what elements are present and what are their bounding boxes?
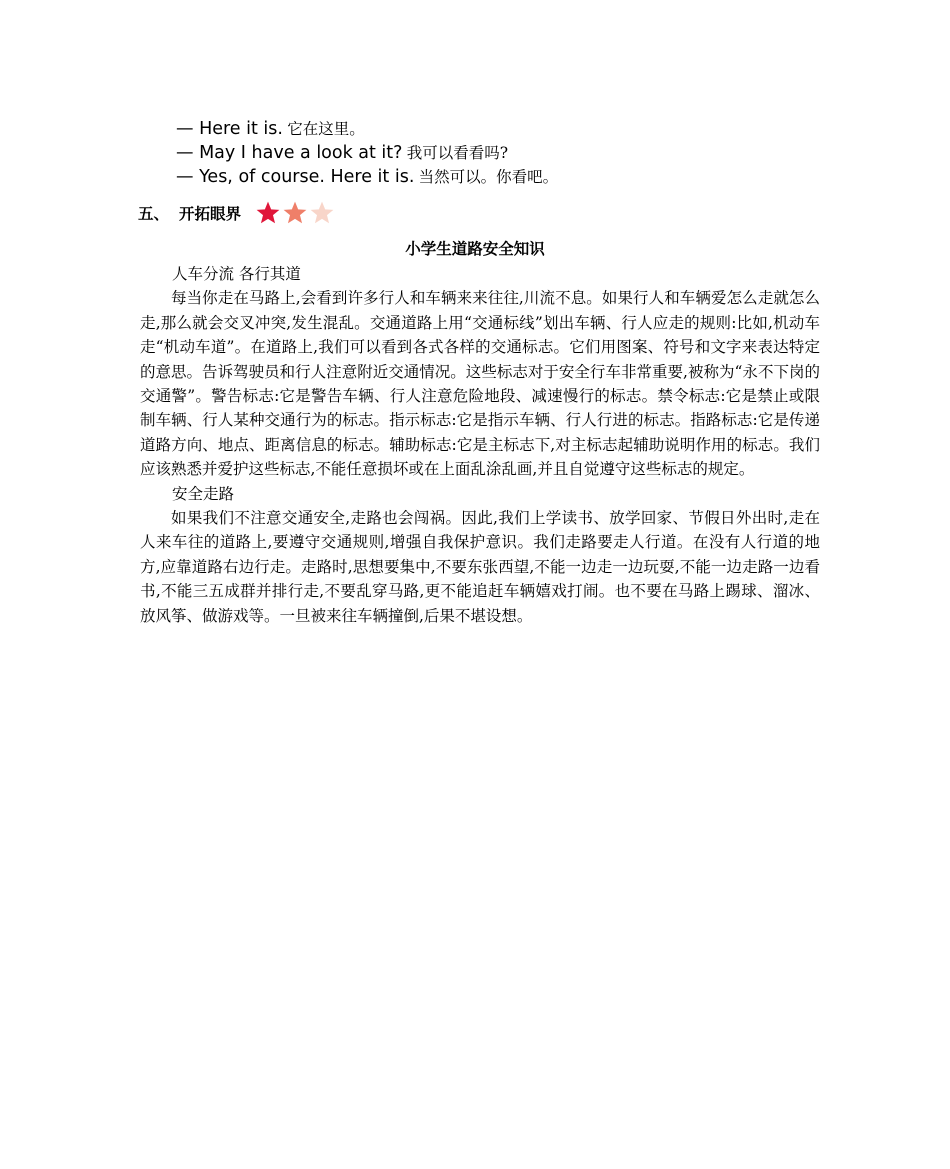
dialogue-chinese: 我可以看看吗? xyxy=(406,144,509,162)
rating-stars-icon xyxy=(255,200,336,226)
section-number: 五、 xyxy=(138,205,170,223)
dialogue-english: — May I have a look at it? xyxy=(176,143,403,163)
dialogue-line-2 xyxy=(176,141,558,165)
dialogue-english: — Here it is. xyxy=(176,119,283,139)
dialogue-english: — Yes, of course. Here it is. xyxy=(176,167,415,187)
article-title: 小学生道路安全知识 xyxy=(405,240,545,258)
star-shape xyxy=(284,202,307,224)
subheading-traffic-separation: 人车分流 各行其道 xyxy=(172,265,301,283)
star-icon xyxy=(255,200,281,226)
star-shape xyxy=(257,202,280,224)
dialogue-block xyxy=(176,117,558,189)
dialogue-line-3 xyxy=(176,165,558,189)
star-shape xyxy=(311,202,334,224)
paragraph-safe-walking: 如果我们不注意交通安全,走路也会闯祸。因此,我们上学读书、放学回家、节假日外出时,走在人来车往的道路上,要遵守交通规则,增强自我保护意识。我们走路要走人行道。在没有人行道的地方,应靠道路右边行走。走路时,思想要集中,不要东张西望,不能一边走一边玩耍,不能一边走路一边看书,不能三五成群并排行走,不要乱穿马路,更不能追赶车辆嬉戏打闹。也不要在马路上踢球、溜冰、放风筝、做游戏等。一旦被来往车辆撞倒,后果不堪设想。 xyxy=(140,509,820,625)
article-body xyxy=(140,262,820,628)
dialogue-line-1 xyxy=(176,117,558,141)
section-heading xyxy=(138,200,336,226)
dialogue-chinese: 当然可以。你看吧。 xyxy=(418,168,559,186)
subheading-safe-walking: 安全走路 xyxy=(172,484,235,503)
star-icon xyxy=(309,200,335,226)
section-title: 开拓眼界 xyxy=(179,205,242,223)
paragraph-traffic-signs: 每当你走在马路上,会看到许多行人和车辆来来往往,川流不息。如果行人和车辆爱怎么走就怎么走,那么就会交叉冲突,发生混乱。交通道路上用“交通标线”划出车辆、行人应走的规则:比如,机动车走“机动车道”。在道路上,我们可以看到各式各样的交通标志。它们用图案、符号和文字来表达特定的意思。告诉驾驶员和行人注意附近交通情况。这些标志对于安全行车非常重要,被称为“永不下岗的交通警”。警告标志:它是警告车辆、行人注意危险地段、减速慢行的标志。禁令标志:它是禁止或限制车辆、行人某种交通行为的标志。指示标志:它是指示车辆、行人行进的标志。指路标志:它是传递道路方向、地点、距离信息的标志。辅助标志:它是主标志下,对主标志起辅助说明作用的标志。我们应该熟悉并爱护这些标志,不能任意损坏或在上面乱涂乱画,并且自觉遵守这些标志的规定。 xyxy=(140,289,820,479)
dialogue-chinese: 它在这里。 xyxy=(287,120,365,138)
star-icon xyxy=(282,200,308,226)
